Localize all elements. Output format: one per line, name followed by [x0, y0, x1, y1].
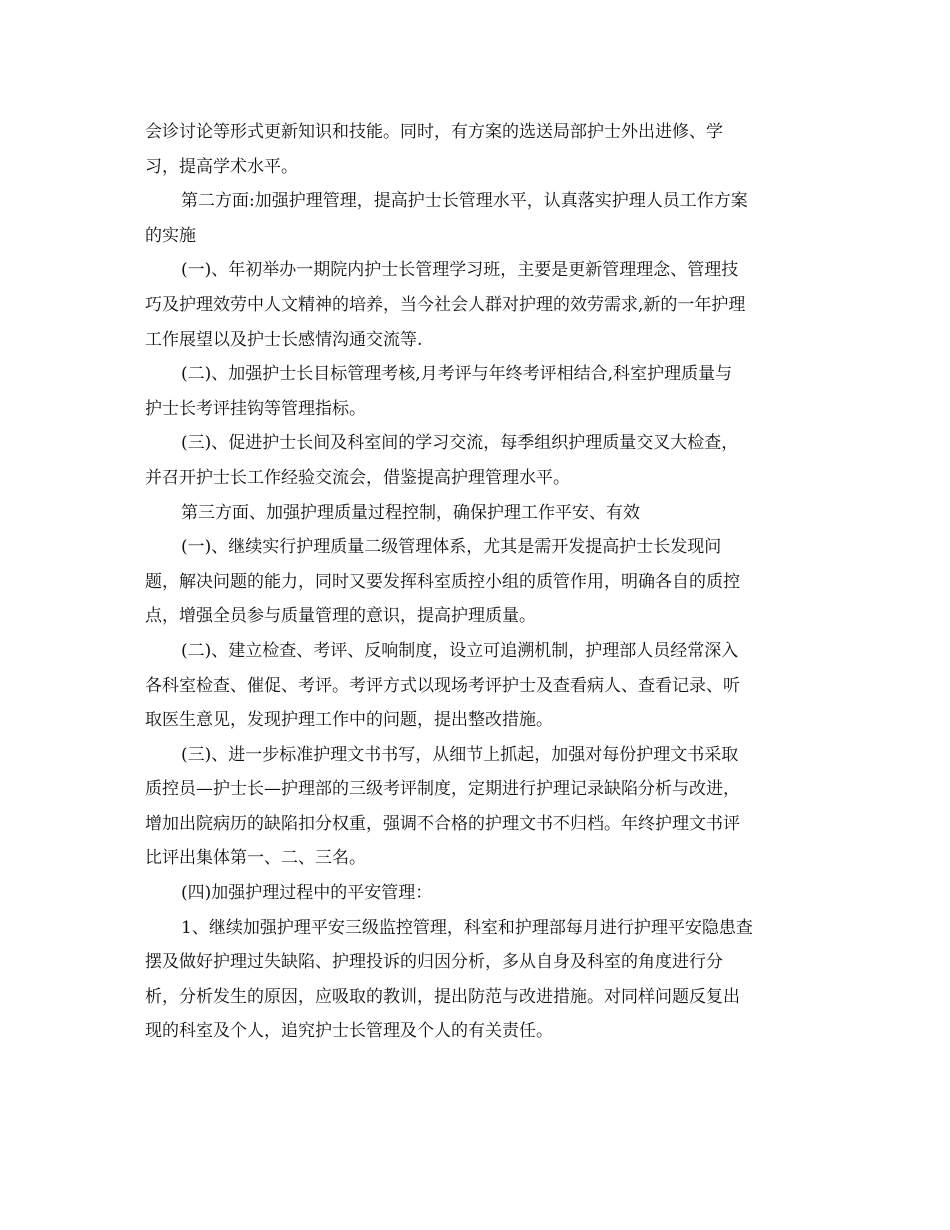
text-line: 习，提高学术水平。: [145, 156, 298, 177]
text-line: 题，解决问题的能力，同时又要发挥科室质控小组的质管作用，明确各自的质控: [145, 571, 740, 592]
text-line: 巧及护理效劳中人文精神的培养，当今社会人群对护理的效劳需求,新的一年护理: [145, 294, 746, 315]
text-line: 各科室检查、催促、考评。考评方式以现场考评护士及查看病人、查看记录、听: [145, 675, 740, 696]
paragraph-7: [145, 530, 810, 634]
paragraph-8: [145, 634, 810, 738]
text-line: 第二方面:加强护理管理，提高护士长管理水平，认真落实护理人员工作方案: [181, 191, 748, 212]
text-line: 点，增强全员参与质量管理的意识，提高护理质量。: [145, 606, 536, 627]
text-line: (一)、继续实行护理质量二级管理体系，尤其是需开发提高护士长发现问: [181, 537, 722, 558]
paragraph-4: [145, 357, 810, 426]
text-line: 的实施: [145, 225, 196, 246]
text-line: 比评出集体第一、二、三名。: [145, 848, 366, 869]
text-line: 析，分析发生的原因，应吸取的教训，提出防范与改进措施。对同样问题反复出: [145, 986, 740, 1007]
text-line: 取医生意见，发现护理工作中的问题，提出整改措施。: [145, 710, 553, 731]
text-line: (四)加强护理过程中的平安管理：: [181, 883, 433, 904]
paragraph-5: [145, 426, 810, 495]
text-line: 增加出院病历的缺陷扣分权重，强调不合格的护理文书不归档。年终护理文书评: [145, 813, 740, 834]
paragraph-1: [145, 115, 810, 184]
paragraph-10: [145, 876, 810, 911]
text-line: (三)、促进护士长间及科室间的学习交流，每季组织护理质量交叉大检查，: [181, 433, 739, 454]
paragraph-11: [145, 911, 810, 1049]
text-line: (二)、加强护士长目标管理考核,月考评与年终考评相结合,科室护理质量与: [181, 364, 733, 385]
text-line: (三)、进一步标准护理文书书写，从细节上抓起，加强对每份护理文书采取: [181, 744, 739, 765]
paragraph-3: [145, 253, 810, 357]
text-line: (二)、建立检查、考评、反响制度，设立可追溯机制，护理部人员经常深入: [181, 640, 739, 661]
text-line: 质控员—护士长—护理部的三级考评制度，定期进行护理记录缺陷分析与改进，: [145, 779, 740, 800]
document-body: [145, 115, 810, 1049]
text-line: 会诊讨论等形式更新知识和技能。同时，有方案的选送局部护士外出进修、学: [145, 122, 723, 142]
text-line: 护士长考评挂钩等管理指标。: [145, 398, 366, 419]
paragraph-9: [145, 738, 810, 876]
text-line: 工作展望以及护士长感情沟通交流等.: [145, 329, 423, 350]
text-line: 摆及做好护理过失缺陷、护理投诉的归因分析，多从自身及科室的角度进行分: [145, 952, 723, 973]
text-line: 现的科室及个人，追究护士长管理及个人的有关责任。: [145, 1021, 553, 1042]
text-line: 并召开护士长工作经验交流会，借鉴提高护理管理水平。: [145, 467, 570, 488]
paragraph-2: [145, 184, 810, 253]
text-line: (一)、年初举办一期院内护士长管理学习班，主要是更新管理理念、管理技: [181, 260, 739, 281]
text-line: 1、继续加强护理平安三级监控管理，科室和护理部每月进行护理平安隐患查: [181, 917, 753, 938]
text-line: 第三方面、加强护理质量过程控制，确保护理工作平安、有效: [181, 502, 640, 523]
paragraph-6: [145, 496, 810, 531]
